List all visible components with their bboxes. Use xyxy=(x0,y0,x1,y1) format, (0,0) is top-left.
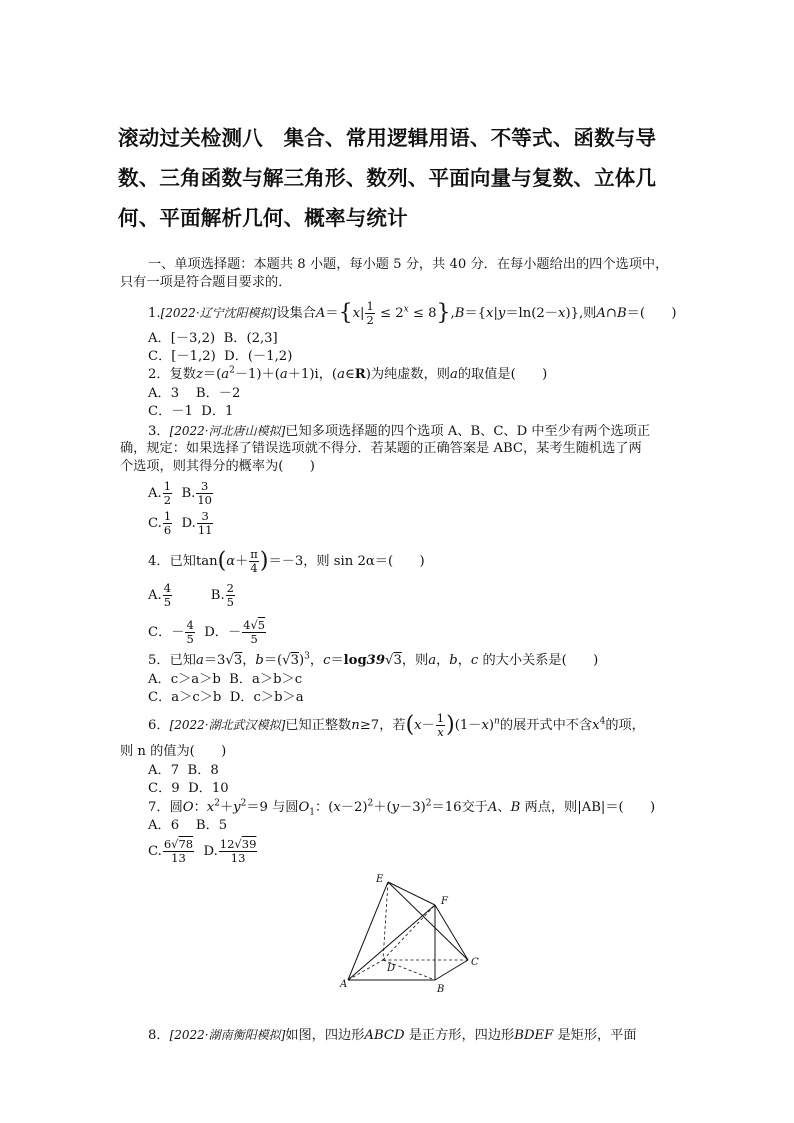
title-line-3: 何、平面解析几何、概率与统计 xyxy=(118,206,408,230)
q7-text: 与圆 xyxy=(272,800,299,815)
q3-options-row-1: A. $\frac{1}{2}$ B. $\frac{3}{10}$ xyxy=(148,479,212,507)
q3-option-a: A. xyxy=(148,486,162,501)
label-f: F xyxy=(441,896,448,907)
q2-text-b: 的取值是( ) xyxy=(457,367,548,382)
q3-line-2: 确，规定：如果选择了错误选项就不得分．若某题的正确答案是 ABC，某考生随机选了两 xyxy=(120,441,642,456)
q3-option-c: C. xyxy=(148,516,162,531)
q8-number: 8． xyxy=(148,1028,170,1043)
q3-source: [2022·河北唐山模拟] xyxy=(169,424,286,438)
q1-answer-paren: ( ) xyxy=(639,306,677,321)
label-b: B xyxy=(437,984,445,995)
question-1: 1.[2022·辽宁沈阳模拟]设集合A＝{x| $\frac{1}{2}$ ≤ $2^x \le 8\},B=\{x|y=\ln(2-x)\}$,则A∩B＝( ) xyxy=(148,299,677,327)
question-3 xyxy=(148,422,650,441)
q6-options-row-2 xyxy=(148,780,229,798)
q4-number: 4．已知 xyxy=(148,554,196,569)
q5-number: 5．已知 xyxy=(148,653,196,668)
label-c: C xyxy=(471,957,479,968)
q4-options-row-1: A. $\frac{4}{5}$ B. $\frac{2}{5}$ xyxy=(148,581,234,609)
q8-text: 如图，四边形 xyxy=(285,1028,365,1043)
q1-option-a: A．[－3,2) xyxy=(148,331,216,346)
q2-options-row-1 xyxy=(148,385,240,403)
q3-line-3: 个选项，则其得分的概率为( ) xyxy=(120,459,315,474)
q2-text: 为纯虚数，则 xyxy=(370,367,450,382)
q5-options-row-1 xyxy=(148,671,302,689)
q6-option-d: D．10 xyxy=(188,781,229,796)
q7-option-b: B．5 xyxy=(195,818,228,833)
title-line-1: 滚动过关检测八 集合、常用逻辑用语、不等式、函数与导 xyxy=(118,126,657,150)
geometry-figure xyxy=(338,870,488,1000)
edge-ae xyxy=(348,882,388,980)
q4-option-d: D． xyxy=(204,625,228,640)
question-6: 6．[2022·湖北武汉模拟]已知正整数n≥7，若(x－ $\frac{1}{x}$ )$(1-x)^n$的展开式中不含$x^4$的项， xyxy=(148,711,645,739)
page-title xyxy=(118,118,698,238)
q3-options-row-2: C. $\frac{1}{6}$ D. $\frac{3}{11}$ xyxy=(148,509,213,537)
section-instruction-cont: 只有一项是符合题目要求的． xyxy=(120,275,292,290)
q8-source: [2022·湖南衡阳模拟] xyxy=(169,1028,286,1042)
q5-option-b: B．a＞b＞c xyxy=(229,672,303,687)
title-line-2: 数、三角函数与解三角形、数列、平面向量与复数、立体几 xyxy=(118,166,657,190)
question-4: 4．已知tan(α＋ $\frac{\pi}{4}$ )＝－3，则 sin 2α＝( ) xyxy=(148,547,425,575)
q6-line-2: 则 n 的值为( ) xyxy=(120,744,227,759)
edge-df-hidden xyxy=(383,905,435,960)
q3-number: 3． xyxy=(148,424,170,439)
q6-text-d: 的项， xyxy=(605,718,645,733)
q6-number: 6． xyxy=(148,718,170,733)
q8-text-b: 是正方形，四边形 xyxy=(408,1028,515,1043)
label-a: A xyxy=(340,979,348,990)
q6-options-row-1 xyxy=(148,762,219,780)
q2-options-row-2 xyxy=(148,403,233,421)
edge-ef xyxy=(388,882,435,905)
q7-text-c: 两点，则|AB|＝( ) xyxy=(524,800,656,815)
q5-option-c: C．a＞c＞b xyxy=(148,690,222,705)
q1-option-c: C．[－1,2) xyxy=(148,349,216,364)
q4-option-a: A. xyxy=(148,588,162,603)
label-e: E xyxy=(376,874,384,885)
q2-option-c: C．－1 xyxy=(148,404,193,419)
q7-option-d: D. xyxy=(203,844,218,859)
q1-option-b: B．(2,3] xyxy=(223,331,278,346)
q7-options-row-2: C. $\frac{6√78}{13}$ D. $\frac{12√39}{13}$ xyxy=(148,837,257,865)
q4-option-c: C． xyxy=(148,625,172,640)
q7-option-c: C. xyxy=(148,844,162,859)
q4-text: ＝－3，则 sin 2α＝( ) xyxy=(268,554,425,569)
question-7: 7．圆O：$x^2+y^2=9$ 与圆$O_1$：$(x-2)^2+(y-3)^2=16$交于A、B 两点，则|AB|＝( ) xyxy=(148,798,656,818)
q1-option-d: D．(－1,2) xyxy=(224,349,293,364)
q5-text: ，则 xyxy=(401,653,429,668)
edge-ec xyxy=(388,882,468,960)
edge-ad-hidden xyxy=(348,960,383,980)
question-2: 2．复数$z=(a^2-1)+(a+1)i$，(a∈R)为纯虚数，则a的取值是( ) xyxy=(148,365,548,382)
q1-text-b: ,则 xyxy=(578,306,597,321)
edge-bc xyxy=(435,960,468,980)
q6-text-b: ，若 xyxy=(379,718,406,733)
q4-options-row-2: C．－ $\frac{4}{5}$ D．－ $\frac{4√5}{5}$ xyxy=(148,618,266,646)
q7-options-row-1 xyxy=(148,817,227,835)
question-5: 5．已知a＝3√3，$b=(√3)^3$，c＝log39√3，则a，b，c 的大小关系是( ) xyxy=(148,651,599,668)
section-instruction: 一、单项选择题：本题共 8 小题，每小题 5 分，共 40 分．在每小题给出的四个选项中， xyxy=(148,257,669,272)
q6-option-b: B．8 xyxy=(187,763,219,778)
q3-option-d: D. xyxy=(181,516,196,531)
q7-number: 7．圆 xyxy=(148,800,183,815)
q1-text: 设集合 xyxy=(276,306,316,321)
q5-option-a: A．c＞a＞b xyxy=(148,672,221,687)
q5-text-b: 的大小关系是( ) xyxy=(482,653,599,668)
q6-option-c: C．9 xyxy=(148,781,180,796)
q7-text-b: 交于 xyxy=(461,800,488,815)
q2-option-d: D．1 xyxy=(201,404,234,419)
q1-number: 1. xyxy=(148,306,161,321)
q7-option-a: A．6 xyxy=(148,818,180,833)
q6-text-c: 的展开式中不含 xyxy=(499,718,593,733)
q6-text: 已知正整数 xyxy=(285,718,352,733)
label-d: D xyxy=(387,963,396,974)
q6-option-a: A．7 xyxy=(148,763,180,778)
q5-options-row-2 xyxy=(148,689,304,707)
question-8: 8．[2022·湖南衡阳模拟]如图，四边形ABCD 是正方形，四边形BDEF 是矩形，平面 xyxy=(148,1028,637,1043)
q2-option-b: B．－2 xyxy=(195,386,241,401)
q6-source: [2022·湖北武汉模拟] xyxy=(169,718,286,732)
q4-option-b: B. xyxy=(210,588,225,603)
q1-options-row-1 xyxy=(148,330,278,348)
q2-option-a: A．3 xyxy=(148,386,180,401)
q3-line-1: 已知多项选择题的四个选项 A、B、C、D 中至少有两个选项正 xyxy=(285,424,651,439)
q1-options-row-2 xyxy=(148,348,292,366)
q8-text-c: 是矩形，平面 xyxy=(557,1028,637,1043)
q2-number: 2．复数 xyxy=(148,367,196,382)
q3-option-b: B. xyxy=(181,486,196,501)
q5-option-d: D．c＞b＞a xyxy=(229,690,304,705)
q1-source: [2022·辽宁沈阳模拟] xyxy=(160,306,277,320)
